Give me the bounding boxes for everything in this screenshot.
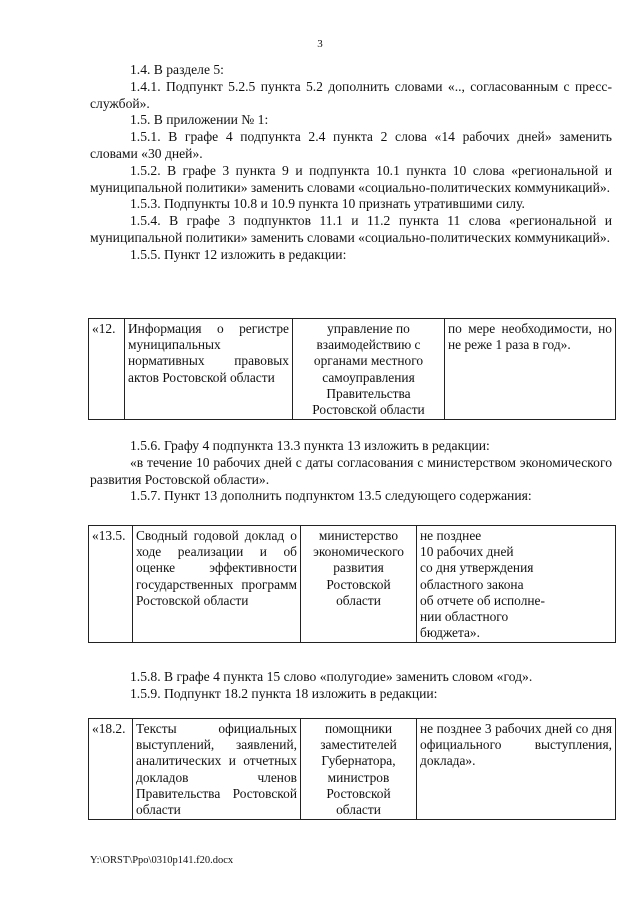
paragraph-1-5-7: 1.5.7. Пункт 13 дополнить подпунктом 13.5 следующего содержания: bbox=[130, 488, 532, 504]
paragraph-1-5-3: 1.5.3. Подпункты 10.8 и 10.9 пункта 10 признать утратившими силу. bbox=[130, 196, 525, 212]
section-1-5-8-text bbox=[90, 669, 612, 703]
paragraph-1-5: 1.5. В приложении № 1: bbox=[130, 112, 269, 128]
paragraph-quote-13-3: «в течение 10 рабочих дней с даты согласования с министерством экономического развития Ростовской области». bbox=[90, 454, 612, 487]
deadline-line: бюджета». bbox=[420, 625, 480, 641]
table-cell-number: «18.2. bbox=[89, 719, 133, 820]
paragraph-1-5-6: 1.5.6. Графу 4 подпункта 13.3 пункта 13 изложить в редакции: bbox=[130, 438, 490, 453]
table-cell-deadline: по мере необходимости, но не реже 1 раза в год». bbox=[445, 319, 616, 420]
table-cell-responsible: управление по взаимодействию с органами местного самоуправления Правительства Ростовской области bbox=[293, 319, 445, 420]
paragraph-1-5-1: 1.5.1. В графе 4 подпункта 2.4 пункта 2 слова «14 рабочих дней» заменить словами «30 дней». bbox=[90, 129, 612, 161]
table-row bbox=[89, 319, 616, 420]
table-cell-responsible: помощники заместителей Губернатора, министров Ростовской области bbox=[301, 719, 417, 820]
paragraph-1-5-9: 1.5.9. Подпункт 18.2 пункта 18 изложить в редакции: bbox=[130, 685, 438, 701]
table-cell-title: Сводный годовой доклад о ходе реализации и об оценке эффективности государственных программ Ростовской области bbox=[133, 526, 301, 643]
table-cell-number: «12. bbox=[89, 319, 125, 420]
deadline-line: 10 рабочих дней bbox=[420, 544, 514, 560]
page-number: 3 bbox=[317, 38, 323, 50]
section-1-5-6-text bbox=[90, 438, 612, 505]
table-row bbox=[89, 526, 616, 643]
paragraph-1-4: 1.4. В разделе 5: bbox=[130, 62, 224, 77]
deadline-line: областного закона bbox=[420, 576, 524, 592]
table-cell-deadline: не позднее 3 рабочих дней со дня официального выступления, доклада». bbox=[417, 719, 616, 820]
deadline-line: не позднее bbox=[420, 528, 482, 543]
paragraph-1-5-8: 1.5.8. В графе 4 пункта 15 слово «полугодие» заменить словом «год». bbox=[130, 669, 533, 684]
table-item-18-2 bbox=[88, 718, 616, 820]
table-item-12 bbox=[88, 318, 616, 420]
paragraph-1-5-5: 1.5.5. Пункт 12 изложить в редакции: bbox=[130, 246, 347, 262]
table-cell-number: «13.5. bbox=[89, 526, 133, 643]
table-cell-title: Тексты официальных выступлений, заявлений, аналитических и отчетных докладов членов Правительства Ростовской области bbox=[133, 719, 301, 820]
deadline-line: об отчете об исполне- bbox=[420, 592, 545, 608]
footer-file-path: Y:\ORST\Ppo\0310p141.f20.docx bbox=[90, 855, 234, 866]
table-item-13-5 bbox=[88, 525, 616, 643]
deadline-line: со дня утверждения bbox=[420, 560, 534, 576]
table-cell-title: Информация о регистре муниципальных нормативных правовых актов Ростовской области bbox=[125, 319, 293, 420]
table-cell-responsible: министерство экономического развития Ростовской области bbox=[301, 526, 417, 643]
paragraph-1-5-2: 1.5.2. В графе 3 пункта 9 и подпункта 10.1 пункта 10 слова «региональной и муниципальной политики» заменить словами «социально-политических коммуникаций». bbox=[90, 162, 612, 195]
table-row bbox=[89, 719, 616, 820]
paragraph-1-4-1: 1.4.1. Подпункт 5.2.5 пункта 5.2 дополнить словами «.., согласованным с пресс-службой». bbox=[90, 78, 612, 111]
section-1-4-text bbox=[90, 62, 612, 264]
deadline-line: нии областного bbox=[420, 609, 509, 625]
paragraph-1-5-4: 1.5.4. В графе 3 подпунктов 11.1 и 11.2 пункта 11 слова «региональной и муниципальной политики» заменить словами «социально-политических коммуникаций». bbox=[90, 213, 612, 245]
table-cell-deadline bbox=[417, 526, 616, 643]
